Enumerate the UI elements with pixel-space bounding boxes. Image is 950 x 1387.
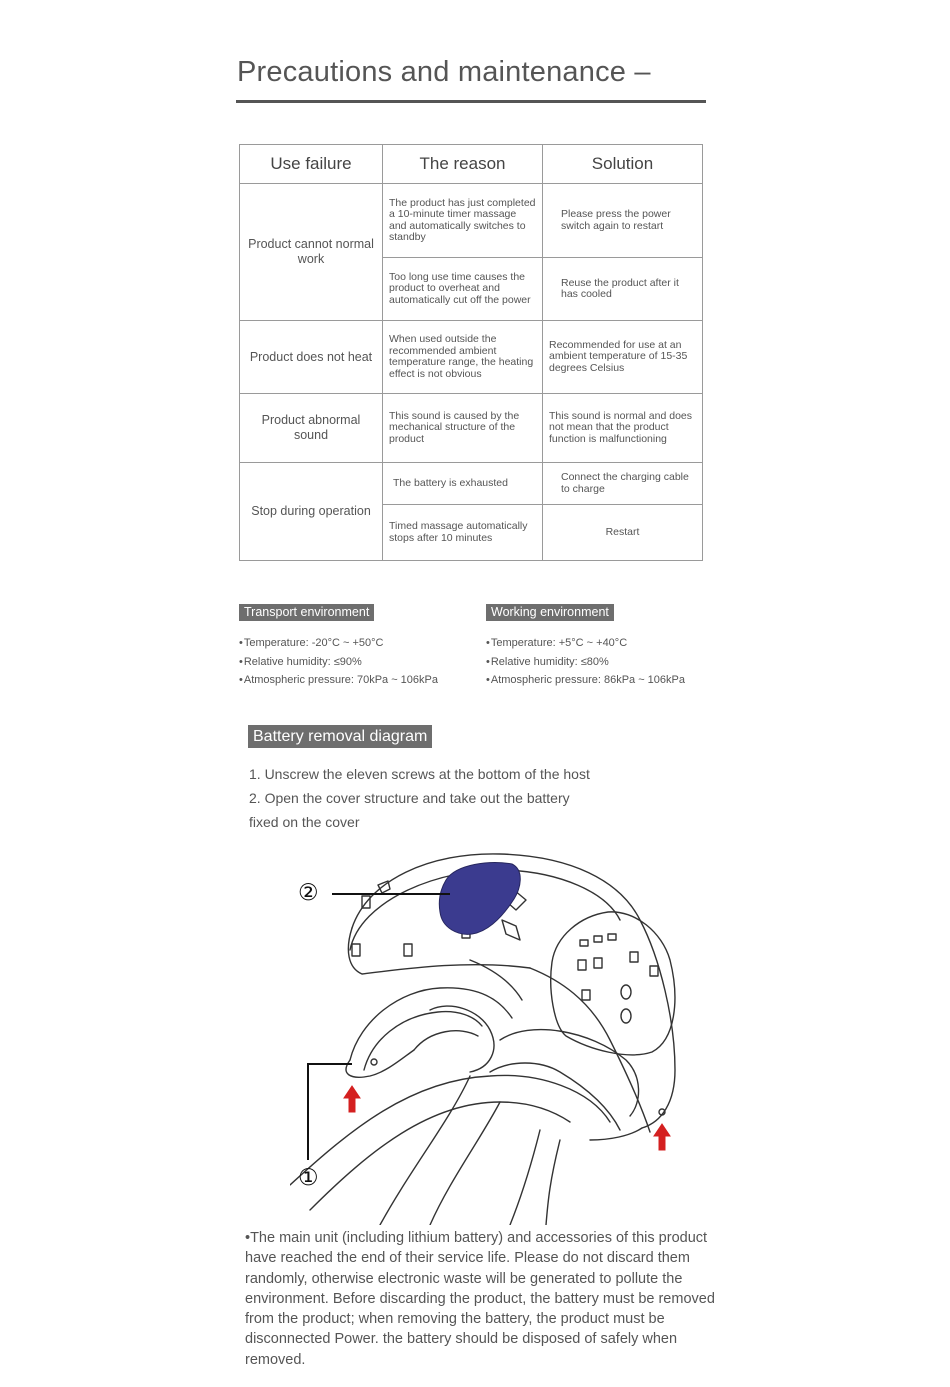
callout-2-label: ② (298, 880, 319, 906)
list-item: • Relative humidity: ≤90% (239, 653, 438, 672)
list-item: • Temperature: -20°C ~ +50°C (239, 634, 438, 653)
step-2-continued: fixed on the cover (249, 814, 360, 830)
reason-cell: The battery is exhausted (383, 463, 543, 505)
list-item: • Atmospheric pressure: 70kPa ~ 106kPa (239, 671, 438, 690)
failure-cell: Product abnormal sound (240, 394, 383, 463)
step-2: 2. Open the cover structure and take out the battery (249, 790, 570, 806)
battery-steps (249, 762, 669, 834)
working-environment-label: Working environment (486, 604, 614, 621)
header-use-failure: Use failure (240, 145, 383, 184)
solution-cell: Please press the power switch again to restart (543, 184, 703, 258)
header-solution: Solution (543, 145, 703, 184)
list-item: • Temperature: +5°C ~ +40°C (486, 634, 685, 653)
callout-line-1 (308, 1064, 352, 1160)
reason-cell: The product has just completed a 10-minute timer massage and automatically switches to standby (383, 184, 543, 258)
transport-environment-list (239, 634, 438, 690)
reason-cell: This sound is caused by the mechanical structure of the product (383, 394, 543, 463)
reason-cell: When used outside the recommended ambient temperature range, the heating effect is not obvious (383, 321, 543, 394)
solution-cell: Reuse the product after it has cooled (543, 258, 703, 321)
strap (290, 1075, 610, 1185)
table-row (240, 394, 703, 463)
transport-environment-label: Transport environment (239, 604, 374, 621)
solution-cell: Restart (543, 505, 703, 561)
troubleshooting-table (239, 144, 703, 561)
arrow-up-icon (344, 1086, 360, 1112)
lower-shell (350, 988, 512, 1060)
header-reason: The reason (383, 145, 543, 184)
table-header-row (240, 145, 703, 184)
solution-cell: This sound is normal and does not mean that the product function is malfunctioning (543, 394, 703, 463)
list-item: • Relative humidity: ≤80% (486, 653, 685, 672)
arrow-up-icon (654, 1124, 670, 1150)
page-title: Precautions and maintenance – (237, 56, 651, 88)
solution-cell: Connect the charging cable to charge (543, 463, 703, 505)
callout-1-label: ① (298, 1165, 319, 1191)
failure-cell: Product cannot normal work (240, 184, 383, 321)
upper-shell-bottom (348, 928, 530, 974)
failure-cell: Stop during operation (240, 463, 383, 561)
table-row (240, 184, 703, 258)
list-item: • Atmospheric pressure: 86kPa ~ 106kPa (486, 671, 685, 690)
disposal-note: •The main unit (including lithium battery) and accessories of this product have reached the end of their service life. Please do not discard them randomly, otherwise electronic waste will be generated to pollute the environment. Before discarding the product, the battery must be removed from the product; when removing the battery, the product must be disconnected Power. the battery should be disposed of safely when removed. (245, 1230, 715, 1368)
step-1: 1. Unscrew the eleven screws at the bottom of the host (249, 766, 590, 782)
table-row (240, 321, 703, 394)
title-underline (236, 100, 706, 103)
reason-cell: Too long use time causes the product to overheat and automatically cut off the power (383, 258, 543, 321)
reason-cell: Timed massage automatically stops after 10 minutes (383, 505, 543, 561)
solution-cell: Recommended for use at an ambient temperature of 15-35 degrees Celsius (543, 321, 703, 394)
failure-cell: Product does not heat (240, 321, 383, 394)
battery-removal-diagram (290, 840, 700, 1225)
battery-pack (439, 863, 520, 935)
working-environment-list (486, 634, 685, 690)
battery-removal-label: Battery removal diagram (248, 725, 432, 748)
table-row (240, 463, 703, 505)
